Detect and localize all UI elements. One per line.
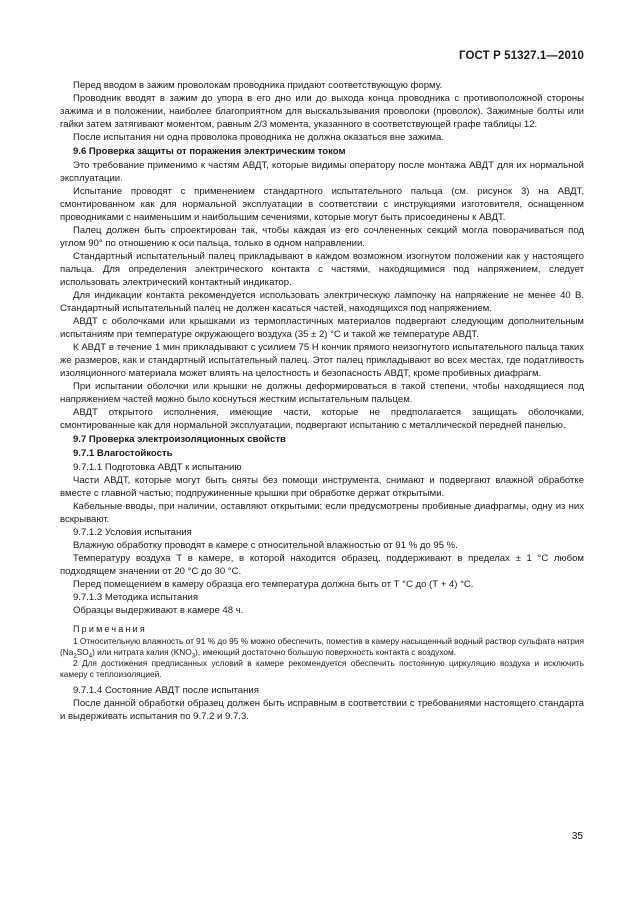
paragraph: Температуру воздуха Т в камере, в которой находится образец, поддерживают в пределах ± 1 °С любом подходящем значении от 20 °С до 30 °С. bbox=[60, 553, 584, 577]
paragraph: АВДТ с оболочками или крышками из термопластичных материалов подвергают следующим дополнительным испытаниям при температуре окружающего воздуха (35 ± 2) °С и такой же температуре АВДТ. bbox=[60, 316, 584, 340]
note-text: ) или нитрата калия (KNO bbox=[92, 647, 192, 657]
note-subscript: 4 bbox=[88, 653, 93, 660]
paragraph: Палец должен быть спроектирован так, чтобы каждая из его сочлененных секций могла поворачиваться под углом 90° по отношению к оси пальца, только в одном направлении. bbox=[60, 225, 584, 249]
note-text: SO bbox=[76, 647, 89, 657]
section-heading: 9.7 Проверка электроизоляционных свойств bbox=[73, 434, 286, 445]
paragraph: При испытании оболочки или крышки не должны деформироваться в такой степени, чтобы находящиеся под напряжением частей можно было коснуться жестким испытательным пальцем. bbox=[60, 381, 584, 405]
section-heading: 9.6 Проверка защиты от поражения электрическим током bbox=[73, 146, 346, 157]
paragraph: После данной обработки образец должен быть исправным в соответствии с требованиями настоящего стандарта и выдерживать испытания по 9.7.2 и 9.7.3. bbox=[60, 698, 584, 722]
note-1 bbox=[60, 636, 584, 658]
note-text: 1 Относительную влажность от 91 % до 95 % можно обеспечить, поместив в камеру насыщенный водный раствор сульфата натрия (Na bbox=[60, 636, 584, 657]
notes-title: Примечания bbox=[73, 624, 147, 634]
paragraph: 9.7.1.3 Методика испытания bbox=[73, 592, 199, 603]
paragraph: Перед вводом в зажим проволокам проводника придают соответствующую форму. bbox=[73, 80, 443, 91]
paragraph: Для индикации контакта рекомендуется использовать электрическую лампочку на напряжение не менее 40 В. Стандартный испытательный палец не должен касаться частей, находящихся под напряжением. bbox=[60, 290, 584, 314]
page-number: 35 bbox=[571, 831, 583, 842]
paragraph: Образцы выдерживают в камере 48 ч. bbox=[73, 605, 244, 616]
page-body bbox=[60, 79, 584, 723]
paragraph: АВДТ открытого исполнения, имеющие части, которые не предполагается защищать оболочками, смонтированные как для нормальной эксплуатации, подвергают испытанию с металлической передней панелью. bbox=[60, 407, 584, 431]
paragraph: Части АВДТ, которые могут быть сняты без помощи инструмента, снимают и подвергают влажной обработке вместе с главной частью; подпружиненные крышки при обработке держат открытыми. bbox=[60, 475, 584, 499]
paragraph: Перед помещением в камеру образца его температура должна быть от Т °С до (Т + 4) °С. bbox=[73, 579, 474, 590]
paragraph: Проводник вводят в зажим до упора в его дно или до выхода конца проводника с противоположной стороны зажима и в положении, наиболее благоприятном для выскальзывания проволоки (проволок). Зажимные болты или гайки затем затягивают моментом, равным 2/3 момента, указанного в соответствующей графе таблицы 12. bbox=[60, 93, 584, 130]
note-subscript: 3 bbox=[191, 653, 196, 660]
paragraph: Кабельные вводы, при наличии, оставляют открытыми; если предусмотрены пробивные диафрагмы, одну из них вскрывают. bbox=[60, 501, 584, 525]
paragraph: 9.7.1.1 Подготовка АВДТ к испытанию bbox=[73, 462, 242, 473]
note-2: 2 Для достижения предписанных условий в камере рекомендуется обеспечить постоянную циркуляцию воздуха и исключить камеру с теплоизоляцией. bbox=[60, 658, 584, 679]
paragraph: Это требование применимо к частям АВДТ, которые видимы оператору после монтажа АВДТ для их нормальной эксплуатации. bbox=[60, 160, 584, 184]
subsection-heading: 9.7.1 Влагостойкость bbox=[73, 448, 173, 459]
paragraph: После испытания ни одна проволока проводника не должна оказаться вне зажима. bbox=[73, 132, 444, 143]
note-text: ), имеющий достаточно большую поверхность контакта с воздухом. bbox=[195, 647, 457, 657]
paragraph: Испытание проводят с применением стандартного испытательного пальца (см. рисунок 3) на АВДТ, смонтированном как для нормальной эксплуатации в соответствии с инструкциями изготовителя, оснащенном проводниками с наименьшим и наибольшим сечениями, которые могут быть присоединены к АВДТ. bbox=[60, 186, 584, 223]
paragraph: Стандартный испытательный палец прикладывают в каждом возможном изогнутом положении как у настоящего пальца. Для определения электрического контакта с частями, находящимися под напряжением, следует использовать электрический контактный индикатор. bbox=[60, 251, 584, 288]
paragraph: 9.7.1.2 Условия испытания bbox=[73, 527, 192, 538]
note-subscript: 2 bbox=[73, 653, 77, 660]
paragraph: Влажную обработку проводят в камере с относительной влажностью от 91 % до 95 %. bbox=[73, 540, 458, 551]
document-header: ГОСТ Р 51327.1—2010 bbox=[459, 50, 584, 62]
paragraph: 9.7.1.4 Состояние АВДТ после испытания bbox=[73, 685, 259, 696]
paragraph: К АВДТ в течение 1 мин прикладывают с усилием 75 Н кончик прямого неизогнутого испытательного пальца таких же размеров, как и стандартный испытательный палец. Этот палец прикладывают во всех местах, где податливость изоляционного материала может влиять на целостность и безопасность АВДТ, кроме пробивных диафрагм. bbox=[60, 342, 584, 379]
